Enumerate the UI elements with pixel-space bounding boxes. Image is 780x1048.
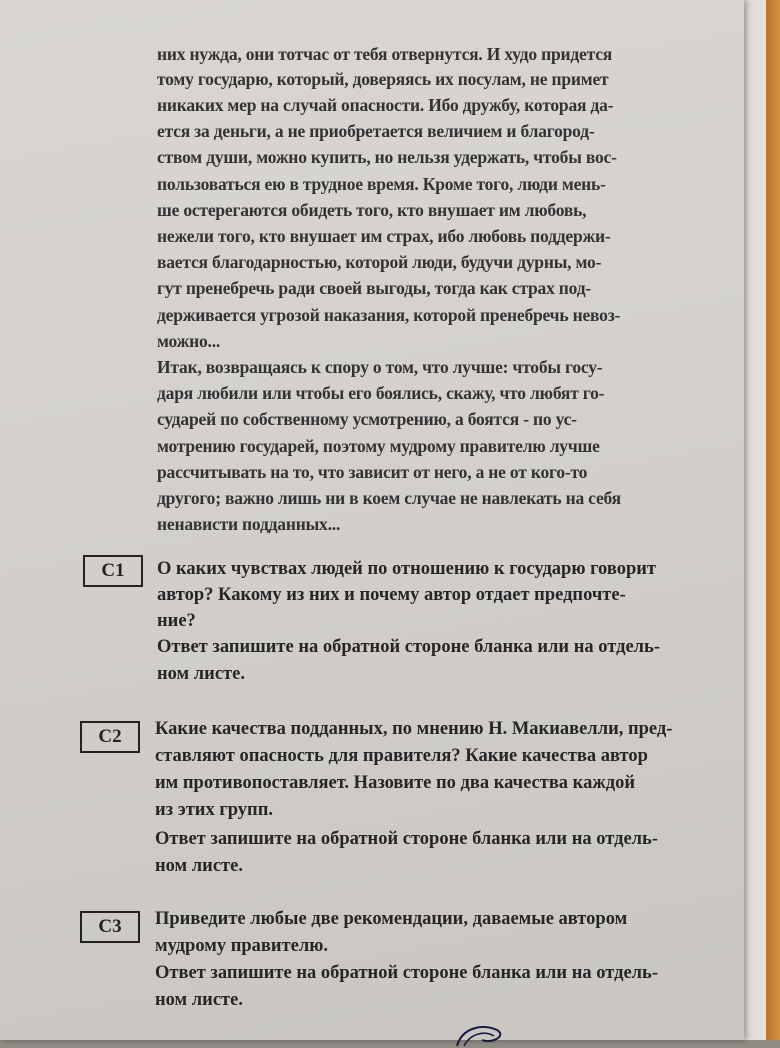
passage-line: пользоваться ею в трудное время. Кроме того, люди мень- [157, 174, 606, 194]
question-c3-instruction: ном листе. [155, 990, 243, 1010]
question-c2-line: Какие качества подданных, по мнению Н. Макиавелли, пред- [155, 719, 673, 739]
question-c1-instruction: ном листе. [157, 664, 245, 684]
passage-line: держивается угрозой наказания, которой пренебречь невоз- [157, 305, 621, 325]
passage-line: ше остерегаются обидеть того, кто внушает им любовь, [157, 200, 587, 220]
passage-line: мотрению государей, поэтому мудрому правителю лучше [157, 436, 600, 456]
question-label-c2: С2 [80, 721, 140, 753]
question-c1-line: ние? [157, 611, 196, 631]
passage-line: другого; важно лишь ни в коем случае не навлекать на себя [157, 488, 621, 508]
passage-line: ется за деньги, а не приобретается величием и благород- [157, 121, 595, 141]
passage-line: рассчитывать на то, что зависит от него, а не от кого-то [157, 462, 588, 482]
passage-line: тому государю, который, доверяясь их посулам, не примет [157, 69, 609, 89]
pen-scribble [452, 1018, 512, 1048]
passage-line: можно... [157, 331, 221, 351]
question-c3-line: мудрому правителю. [155, 936, 328, 956]
question-c2-line: им противопоставляет. Назовите по два качества каждой [155, 773, 635, 793]
passage-line: нежели того, кто внушает им страх, ибо любовь поддержи- [157, 226, 611, 246]
question-c3-instruction: Ответ запишите на обратной стороне бланка или на отдель- [155, 963, 658, 983]
table-background [764, 0, 780, 1040]
passage-line: даря любили или чтобы его боялись, скажу, что любят го- [157, 383, 605, 403]
passage-line: ненависти подданных... [157, 514, 341, 534]
question-label-c1: С1 [83, 555, 143, 587]
passage-line: Итак, возвращаясь к спору о том, что лучше: чтобы госу- [157, 357, 603, 377]
passage-line: сударей по собственному усмотрению, а боятся - по ус- [157, 409, 577, 429]
passage-line: гут пренебречь ради своей выгоды, тогда как страх под- [157, 278, 592, 298]
question-c1-line: О каких чувствах людей по отношению к государю говорит [157, 559, 656, 579]
question-c1-line: автор? Какому из них и почему автор отдает предпочте- [157, 585, 626, 605]
passage-line: никаких мер на случай опасности. Ибо дружбу, которая да- [157, 95, 614, 115]
question-c3-line: Приведите любые две рекомендации, даваемые автором [155, 909, 628, 929]
question-c2-line: ставляют опасность для правителя? Какие качества автор [155, 746, 648, 766]
question-c2-line: из этих групп. [155, 800, 273, 820]
passage-line: них нужда, они тотчас от тебя отвернутся. И худо придется [157, 44, 613, 64]
question-label-c3: С3 [80, 911, 140, 943]
question-c2-instruction: Ответ запишите на обратной стороне бланка или на отдель- [155, 829, 658, 849]
question-c2-instruction: ном листе. [155, 856, 243, 876]
question-c1-instruction: Ответ запишите на обратной стороне бланка или на отдель- [157, 637, 660, 657]
passage-line: вается благодарностью, которой люди, будучи дурны, мо- [157, 252, 602, 272]
passage-line: ством души, можно купить, но нельзя удержать, чтобы вос- [157, 147, 617, 167]
